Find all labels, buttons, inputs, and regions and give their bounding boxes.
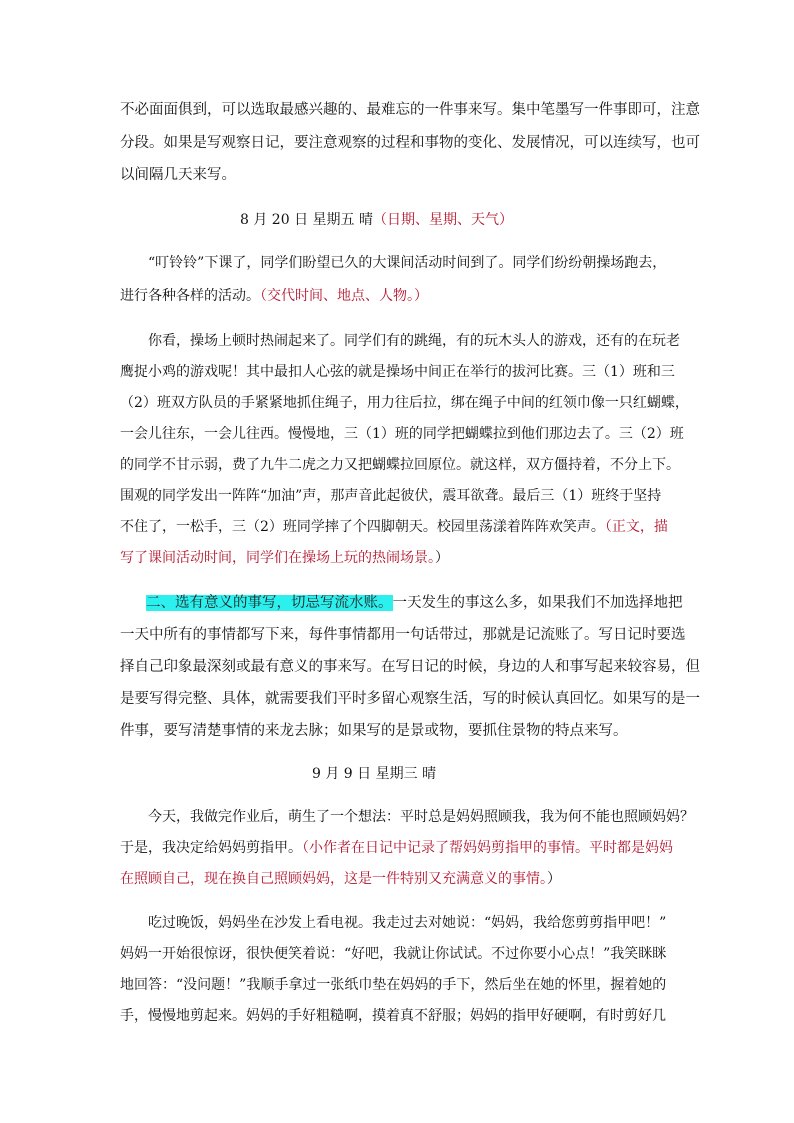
diary1-p2-text-end: 不住了，一松手，三（2）班同学摔了个四脚朝天。校园里荡漾着阵阵欢笑声。 [120, 519, 605, 535]
section2-line-4: 是要写得完整、具体，就需要我们平时多留心观察生活，写的时候认真回忆。如果写的是一 [120, 691, 700, 707]
diary2-p1-close-paren: ） [547, 871, 561, 887]
section2-line-5: 件事，要写清楚事情的来龙去脉；如果写的是景或物，要抓住景物的特点来写。 [120, 723, 628, 739]
diary2-p2-line-2: 妈妈一开始很惊讶，很快便笑着说：“好吧，我就让你试试。不过你要小心点！”我笑眯眯 [120, 946, 667, 962]
diary1-p1-text: 进行各种各样的活动。 [120, 288, 260, 304]
intro-line-2: 分段。如果是写观察日记，要注意观察的过程和事物的变化、发展情况，可以连续写，也可 [120, 135, 700, 151]
section2-line-3: 择自己印象最深刻或最有意义的事来写。在写日记的时候，身边的人和事写起来较容易，但 [120, 659, 700, 675]
section2-text-start: 一天发生的事这么多，如果我们不加选择地把 [392, 595, 683, 611]
diary2-p1-note-end: 在照顾自己，现在换自己照顾妈妈，这是一件特别又充满意义的事情。 [120, 871, 547, 887]
diary2-p1-line-1: 今天，我做完作业后，萌生了一个想法：平时总是妈妈照顾我，我为何不能也照顾妈妈？ [148, 809, 694, 825]
diary2-p2-line-1: 吃过晚饭，妈妈坐在沙发上看电视。我走过去对她说：“妈妈，我给您剪剪指甲吧！” [148, 915, 667, 931]
diary1-date-note: （日期、星期、天气） [372, 212, 513, 228]
diary2-p1-line-2 [120, 838, 673, 858]
diary1-date-line [240, 210, 513, 230]
diary1-p2-line-6: 围观的同学发出一阵阵“加油”声，那声音此起彼伏，震耳欲聋。最后三（1）班终于坚持 [120, 488, 662, 504]
section2-line-1 [146, 593, 683, 613]
diary1-p2-line-7 [120, 517, 668, 537]
diary2-p1-line-3 [120, 869, 561, 889]
diary1-p2-line-5: 的同学不甘示弱，费了九牛二虎之力又把蝴蝶拉回原位。就这样，双方僵持着，不分上下。 [120, 457, 680, 473]
diary2-date-line: 9 月 9 日 星期三 晴 [312, 766, 437, 782]
diary2-p2-line-3: 地回答：“没问题！”我顺手拿过一张纸巾垫在妈妈的手下，然后坐在她的怀里，握着她的 [120, 977, 667, 993]
diary2-p1-note-start: （小作者在日记中记录了帮妈妈剪指甲的事情。平时都是妈妈 [302, 840, 673, 856]
section2-heading: 二、选有意义的事写，切忌写流水账。 [146, 595, 393, 611]
diary1-p2-line-8 [120, 548, 449, 568]
diary1-p2-line-1: 你看，操场上顿时热闹起来了。同学们有的跳绳，有的玩木头人的游戏，还有的在玩老 [148, 333, 680, 349]
diary1-p1-line-1: “叮铃铃”下课了，同学们盼望已久的大课间活动时间到了。同学们纷纷朝操场跑去， [148, 255, 667, 271]
diary1-p1-line-2 [120, 286, 428, 306]
diary1-p2-close-paren: ） [435, 550, 449, 566]
diary1-date: 8 月 20 日 星期五 晴 [240, 212, 373, 228]
diary2-p1-text-end: 于是，我决定给妈妈剪指甲。 [120, 840, 302, 856]
diary1-p2-line-3: （2）班双方队员的手紧紧地抓住绳子，用力往后拉，绑在绳子中间的红领巾像一只红蝴蝶， [120, 395, 689, 411]
diary1-p2-note-end: 写了课间活动时间，同学们在操场上玩的热闹场景。 [120, 550, 435, 566]
diary1-p2-note-start: （正文，描 [604, 519, 668, 535]
intro-line-3: 以间隔几天来写。 [120, 167, 236, 183]
intro-line-1: 不必面面俱到，可以选取最感兴趣的、最难忘的一件事来写。集中笔墨写一件事即可，注意 [120, 102, 700, 118]
diary2-p2-line-4: 手，慢慢地剪起来。妈妈的手好粗糙啊，摸着真不舒服；妈妈的指甲好硬啊，有时剪好几 [120, 1008, 666, 1024]
diary1-p2-line-4: 一会儿往东，一会儿往西。慢慢地，三（1）班的同学把蝴蝶拉到他们那边去了。三（2）班 [120, 426, 684, 442]
diary1-p1-note: （交代时间、地点、人物。） [260, 288, 428, 304]
diary1-p2-line-2: 鹰捉小鸡的游戏呢！其中最扣人心弦的就是操场中间正在举行的拔河比赛。三（1）班和三 [120, 364, 675, 380]
section2-line-2: 一天中所有的事情都写下来，每件事情都用一句话带过，那就是记流账了。写日记时要选 [120, 627, 686, 643]
